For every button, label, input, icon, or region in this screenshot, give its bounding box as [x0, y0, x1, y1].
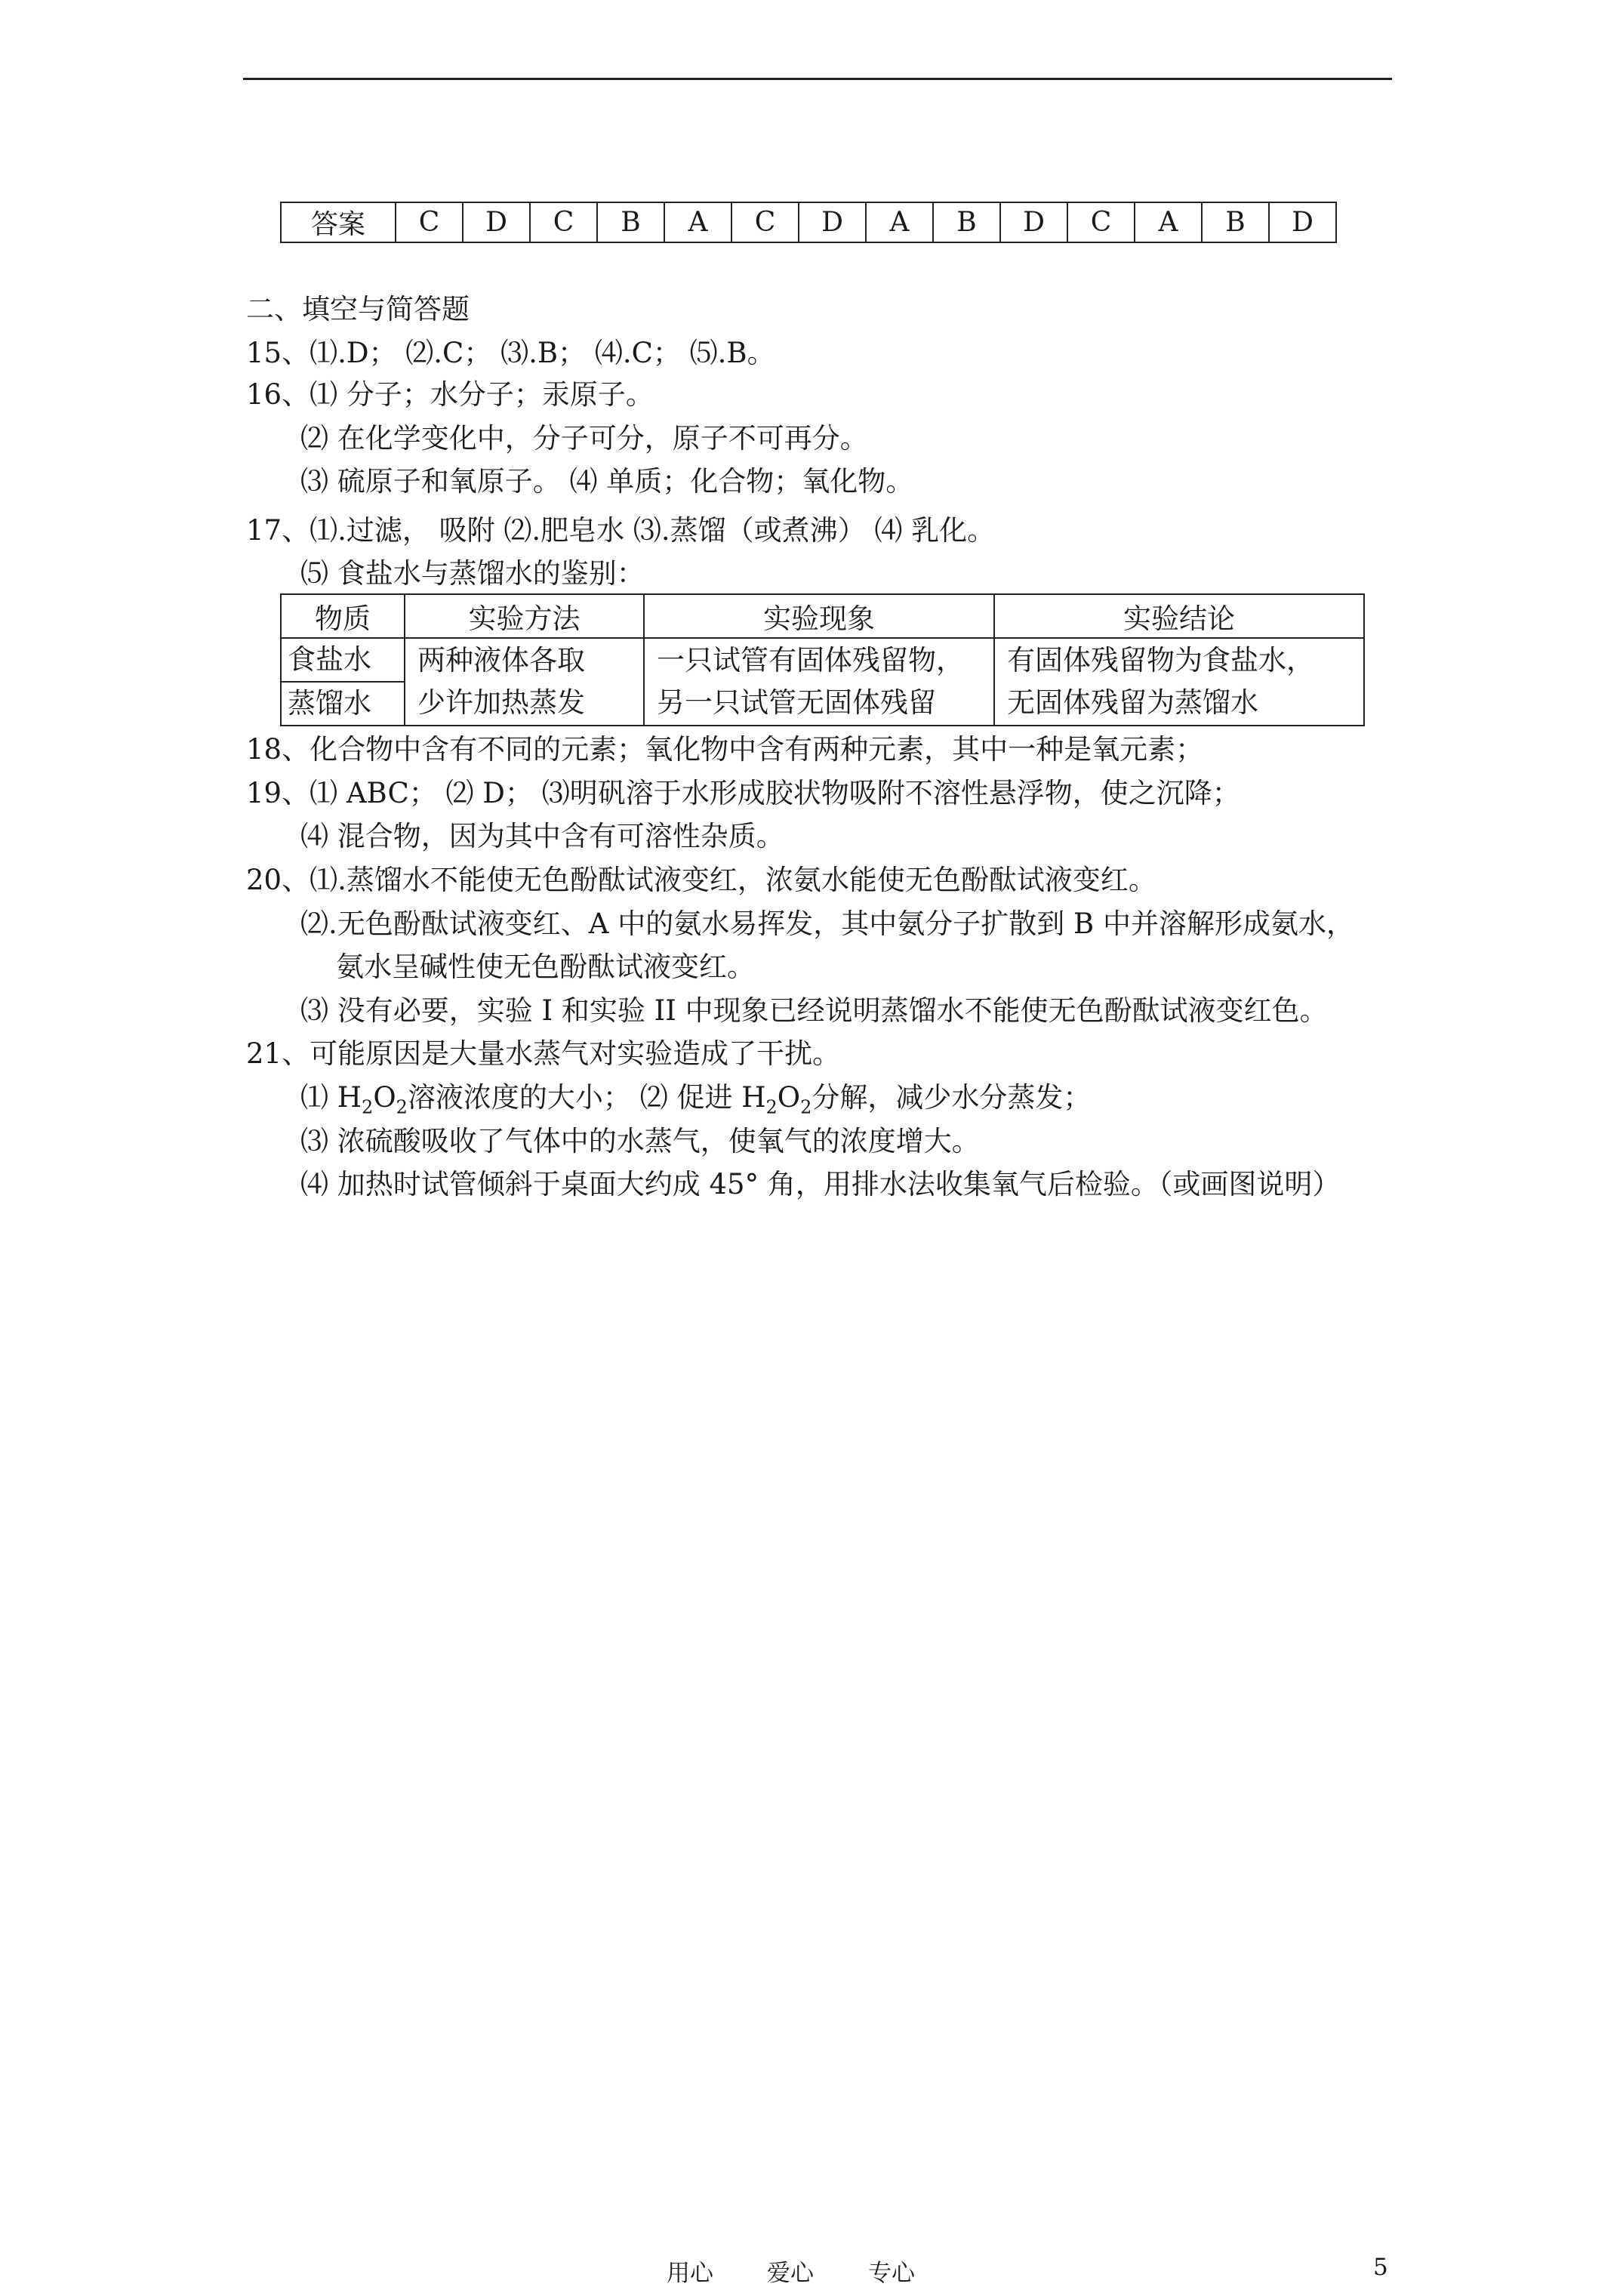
- exp-method-cell: [405, 638, 644, 726]
- answer-cell: D: [1269, 202, 1336, 242]
- answer-cell: B: [1202, 202, 1269, 242]
- q20-line-2: ⑵.无色酚酞试液变红、A 中的氨水易挥发，其中氨分子扩散到 B 中并溶解形成氨水，: [300, 908, 1354, 940]
- q21-line-3: ⑶ 浓硫酸吸收了气体中的水蒸气，使氧气的浓度增大。: [300, 1125, 980, 1157]
- subscript: 2: [362, 1096, 374, 1118]
- q20-line-4: ⑶ 没有必要，实验 I 和实验 II 中现象已经说明蒸馏水不能使无色酚酞试液变红色。: [300, 994, 1328, 1027]
- exp-method-line: 少许加热蒸发: [417, 686, 585, 719]
- answer-table: [280, 202, 1337, 243]
- q15-answer: 15、⑴.D； ⑵.C； ⑶.B； ⑷.C； ⑸.B。: [246, 337, 775, 369]
- exp-header: 物质: [281, 594, 405, 638]
- answer-cell: C: [731, 202, 799, 242]
- exp-phenomenon-cell: [644, 638, 994, 726]
- answer-cell: A: [664, 202, 731, 242]
- experiment-table: [280, 593, 1365, 726]
- answer-label: 答案: [281, 202, 396, 242]
- answer-cell: A: [1135, 202, 1202, 242]
- q21-text: 溶液浓度的大小； ⑵ 促进 H: [407, 1081, 766, 1114]
- subscript: 2: [396, 1096, 408, 1118]
- q17-line-1: 17、⑴.过滤， 吸附 ⑵.肥皂水 ⑶.蒸馏（或煮沸） ⑷ 乳化。: [246, 514, 996, 547]
- exp-conclusion-line: 有固体残留物为食盐水，: [1007, 644, 1314, 676]
- footer-text: 爱心: [767, 2260, 814, 2287]
- exp-header: 实验方法: [405, 594, 644, 638]
- answer-cell: B: [597, 202, 664, 242]
- q19-line-2: ⑷ 混合物，因为其中含有可溶性杂质。: [300, 820, 784, 852]
- q21-text: O: [777, 1081, 801, 1114]
- answer-cell: B: [933, 202, 1000, 242]
- q19-line-1: 19、⑴ ABC； ⑵ D； ⑶明矾溶于水形成胶状物吸附不溶性悬浮物，使之沉降；: [246, 777, 1240, 809]
- q21-text: 分解，减少水分蒸发；: [812, 1081, 1092, 1114]
- exp-method-line: 两种液体各取: [417, 644, 585, 676]
- subscript: 2: [765, 1096, 778, 1118]
- q16-line-2: ⑵ 在化学变化中，分子可分，原子不可再分。: [300, 422, 868, 455]
- exp-header: 实验结论: [994, 594, 1364, 638]
- answer-cell: C: [396, 202, 463, 242]
- answer-cell: D: [463, 202, 530, 242]
- q21-text: ⑴ H: [300, 1081, 362, 1114]
- footer-text: 专心: [868, 2260, 915, 2287]
- exp-header: 实验现象: [644, 594, 994, 638]
- exp-phenomenon-line: 另一只试管无固体残留: [657, 686, 936, 719]
- page-number: 5: [1373, 2254, 1388, 2281]
- answer-cell: A: [866, 202, 933, 242]
- exp-substance-cell: [281, 638, 405, 726]
- q21-text: O: [373, 1081, 396, 1114]
- exp-conclusion-line: 无固体残留为蒸馏水: [1007, 686, 1258, 719]
- q17-line-2: ⑸ 食盐水与蒸馏水的鉴别：: [300, 557, 645, 590]
- exp-substance: 蒸馏水: [288, 687, 371, 720]
- header-rule: [243, 78, 1392, 80]
- q21-intro: 21、可能原因是大量水蒸气对实验造成了干扰。: [246, 1037, 841, 1070]
- exp-substance: 食盐水: [282, 639, 404, 683]
- exp-phenomenon-line: 一只试管有固体残留物，: [657, 644, 964, 676]
- q21-line-4: ⑷ 加热时试管倾斜于桌面大约成 45° 角，用排水法收集氧气后检验。（或画图说明）: [300, 1168, 1341, 1200]
- q16-line-3: ⑶ 硫原子和氧原子。 ⑷ 单质；化合物；氧化物。: [300, 465, 914, 498]
- answer-cell: D: [799, 202, 866, 242]
- q20-line-1: 20、⑴.蒸馏水不能使无色酚酞试液变红，浓氨水能使无色酚酞试液变红。: [246, 864, 1156, 896]
- exp-conclusion-cell: [994, 638, 1364, 726]
- section-title: 二、填空与简答题: [246, 293, 470, 325]
- answer-cell: C: [1067, 202, 1135, 242]
- subscript: 2: [800, 1096, 812, 1118]
- q21-line-1: [300, 1080, 1091, 1124]
- q18-answer: 18、化合物中含有不同的元素；氧化物中含有两种元素，其中一种是氧元素；: [246, 733, 1204, 766]
- q16-line-1: 16、⑴ 分子；水分子；汞原子。: [246, 378, 654, 411]
- answer-cell: D: [1000, 202, 1067, 242]
- q20-line-3: 氨水呈碱性使无色酚酞试液变红。: [336, 951, 755, 983]
- answer-cell: C: [530, 202, 597, 242]
- footer-text: 用心: [667, 2260, 713, 2287]
